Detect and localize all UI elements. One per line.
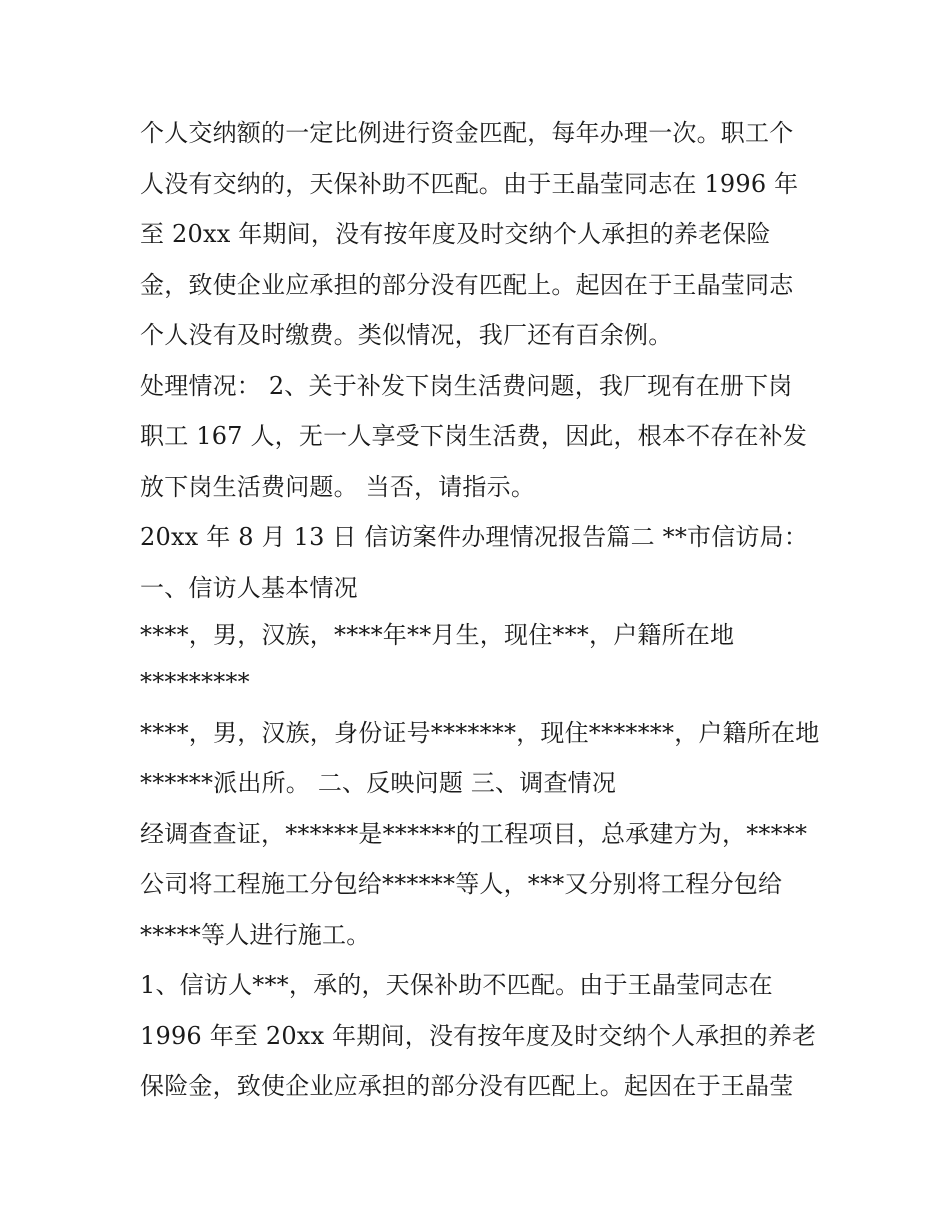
text-line: 人没有交纳的，天保补助不匹配。由于王晶莹同志在 1996 年 — [140, 169, 799, 198]
document-body — [140, 108, 840, 1112]
section-heading: 一、信访人基本情况 — [140, 573, 358, 602]
text-line: ******派出所。 二、反映问题 三、调查情况 — [140, 769, 617, 797]
text-line: 职工 167 人，无一人享受下岗生活费，因此，根本不存在补发 — [140, 422, 808, 450]
text-line: 1996 年至 20xx 年期间，没有按年度及时交纳个人承担的养老 — [140, 1021, 817, 1050]
text-line: 保险金，致使企业应承担的部分没有匹配上。起因在于王晶莹 — [140, 1072, 794, 1100]
text-line: 公司将工程施工分包给******等人，***又分别将工程分包给 — [140, 870, 783, 898]
text-line: 放下岗生活费问题。 当否，请指示。 — [140, 472, 536, 501]
text-line: 个人没有及时缴费。类似情况，我厂还有百余例。 — [140, 321, 673, 349]
text-line: ********* — [140, 668, 250, 696]
text-line: 处理情况： 2、关于补发下岗生活费问题，我厂现有在册下岗 — [140, 371, 793, 400]
text-line: 经调查查证，******是******的工程项目，总承建方为，***** — [140, 819, 808, 848]
text-line: 至 20xx 年期间，没有按年度及时交纳个人承担的养老保险 — [140, 220, 771, 248]
text-line: *****等人进行施工。 — [140, 920, 371, 949]
text-line: 20xx 年 8 月 13 日 信访案件办理情况报告篇二 **市信访局： — [140, 523, 809, 551]
text-line: ****，男，汉族，身份证号*******，现住*******，户籍所在地 — [140, 718, 820, 747]
text-line: 个人交纳额的一定比例进行资金匹配，每年办理一次。职工个 — [140, 119, 794, 147]
text-line: 1、信访人***，承的，天保补助不匹配。由于王晶莹同志在 — [140, 971, 773, 999]
text-line: 金，致使企业应承担的部分没有匹配上。起因在于王晶莹同志 — [140, 270, 794, 299]
text-line: ****，男，汉族，****年**月生，现住***，户籍所在地 — [140, 621, 735, 649]
